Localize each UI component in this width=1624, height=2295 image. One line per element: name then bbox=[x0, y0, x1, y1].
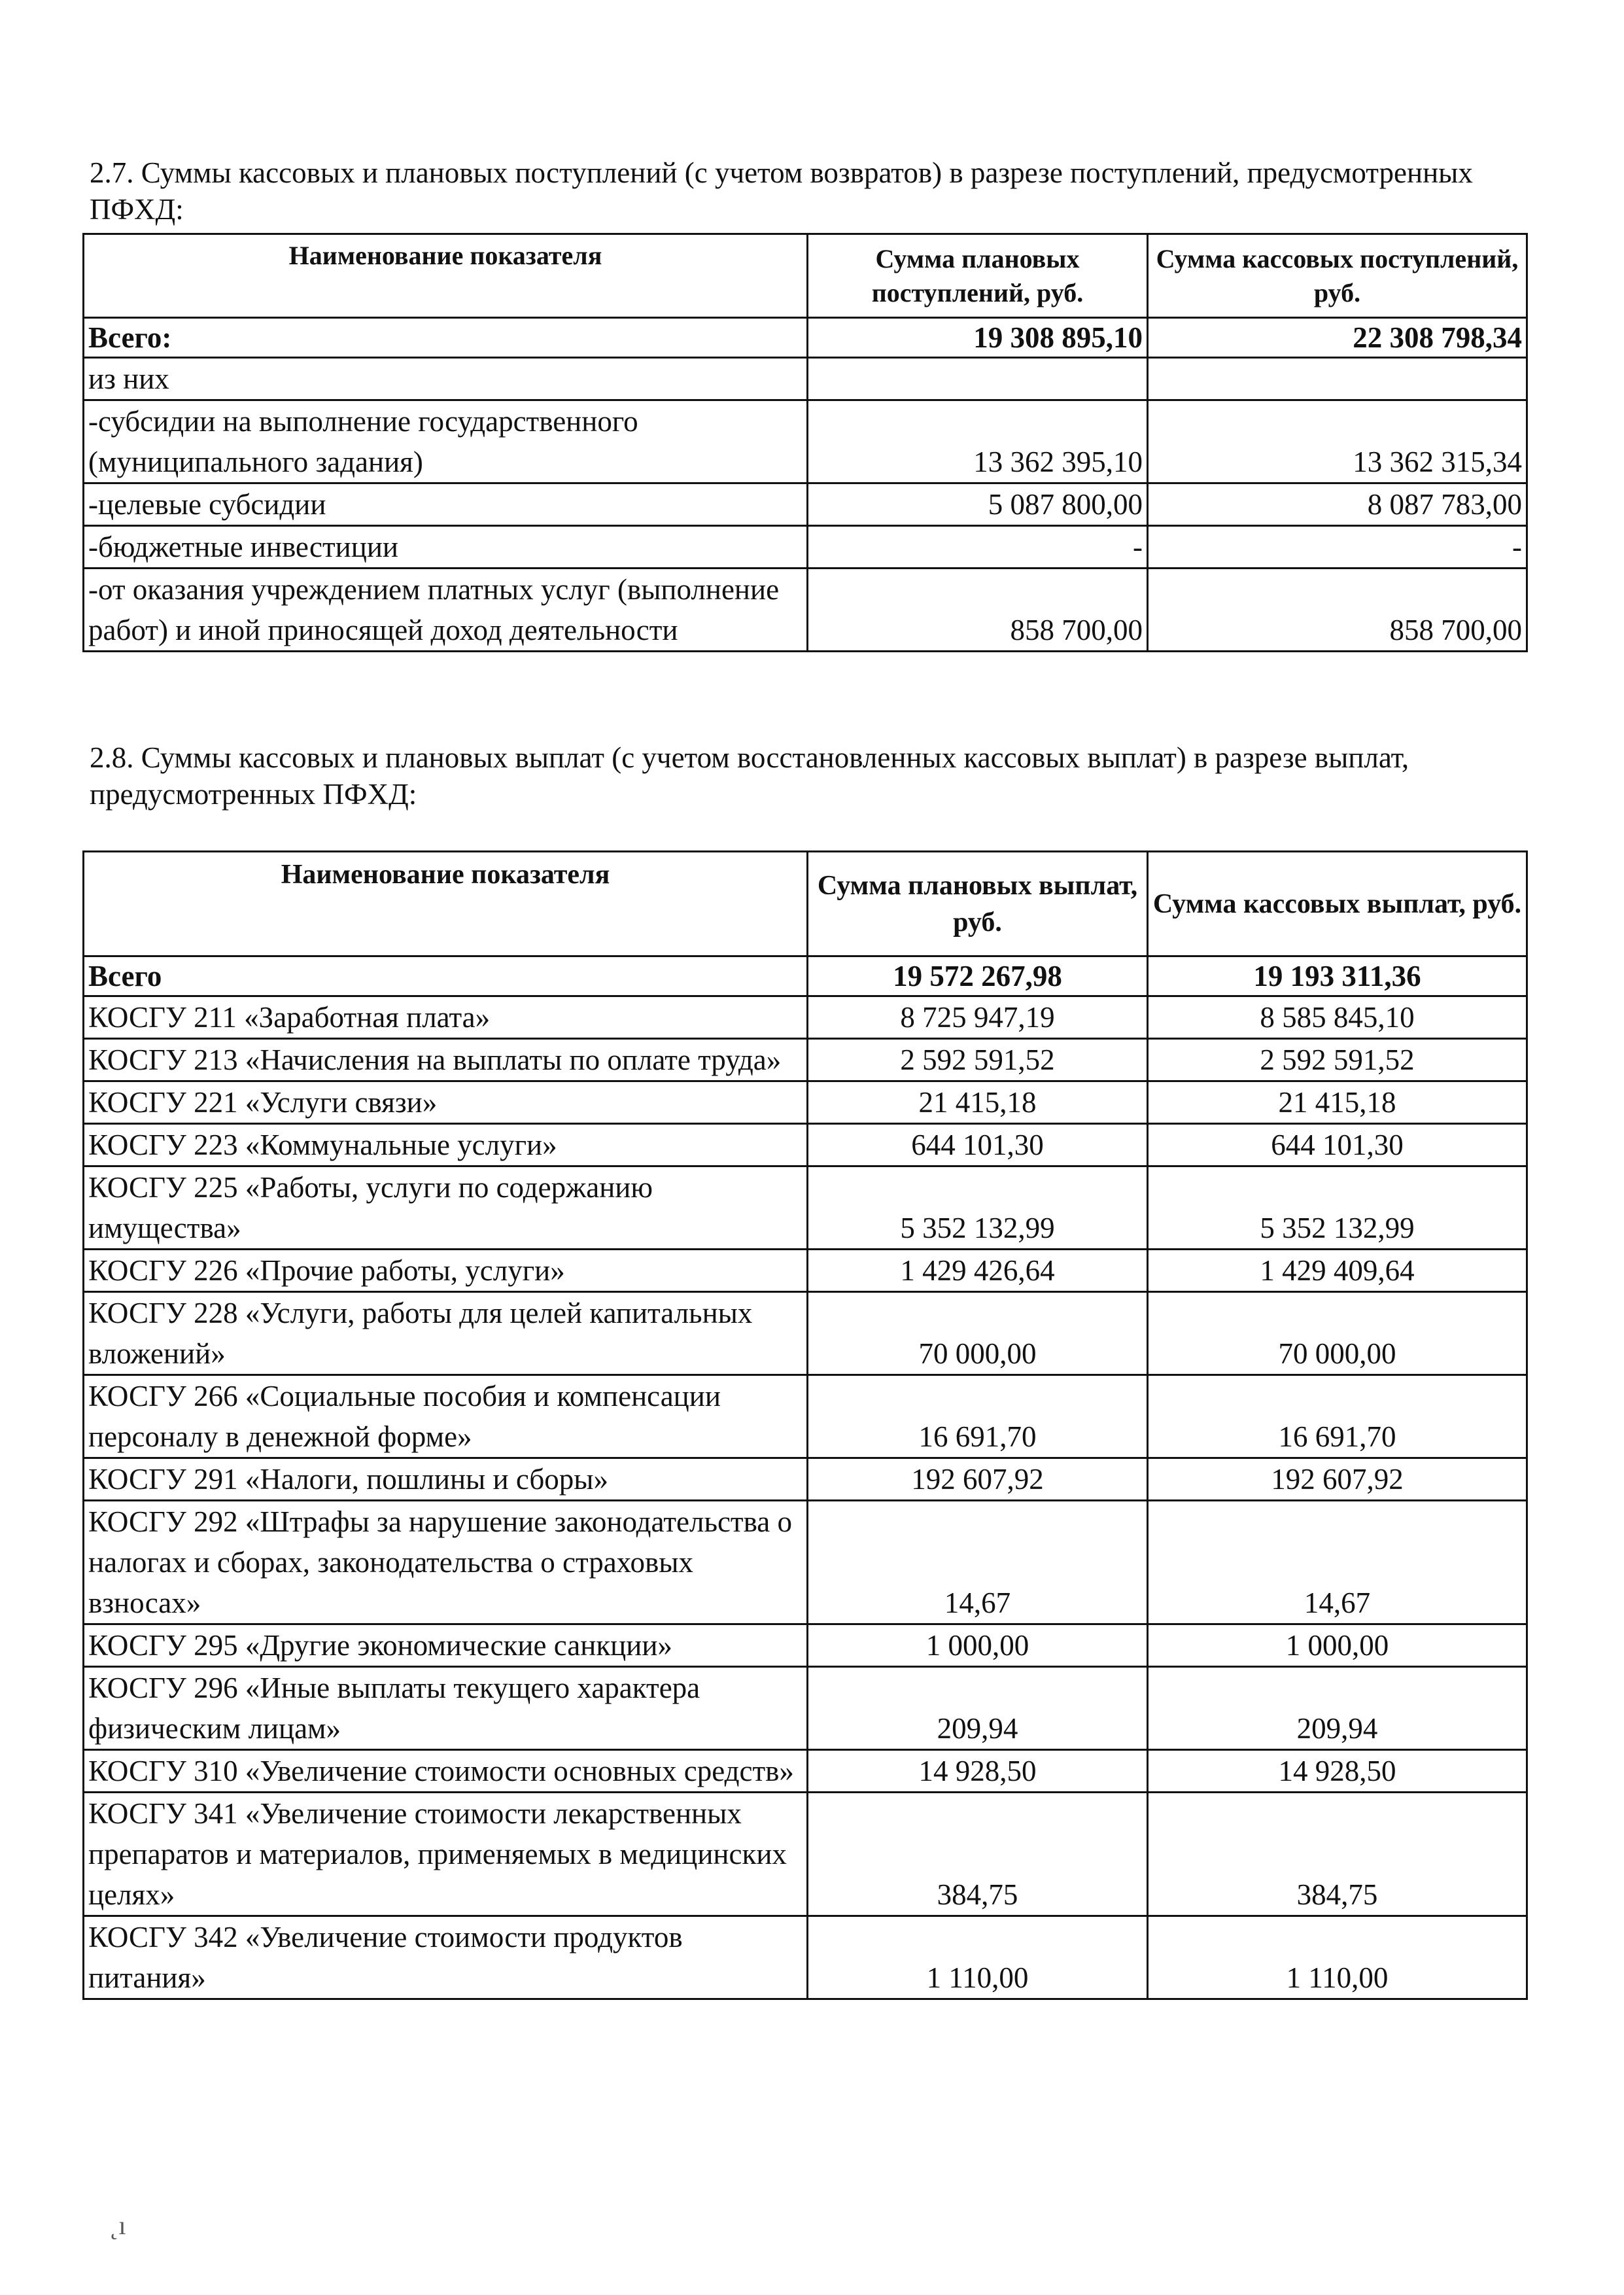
cash-value: 14 928,50 bbox=[1148, 1750, 1527, 1793]
cash-value: 19 193 311,36 bbox=[1148, 956, 1527, 996]
header-planned-payments: Сумма плановых выплат, руб. bbox=[808, 852, 1148, 956]
scan-artifact-mark: ˛ı bbox=[110, 2211, 126, 2240]
planned-value: 70 000,00 bbox=[808, 1292, 1148, 1375]
row-label: КОСГУ 213 «Начисления на выплаты по оплате труда» bbox=[84, 1039, 808, 1081]
planned-value: 1 000,00 bbox=[808, 1624, 1148, 1667]
section-2-8-caption: 2.8. Суммы кассовых и плановых выплат (с учетом восстановленных кассовых выплат) в разрезе выплат, предусмотренных ПФХД: bbox=[90, 741, 1409, 811]
table-row bbox=[84, 1750, 1527, 1793]
row-label: КОСГУ 221 «Услуги связи» bbox=[84, 1081, 808, 1124]
row-label: -бюджетные инвестиции bbox=[84, 526, 808, 569]
cash-value: 2 592 591,52 bbox=[1148, 1039, 1527, 1081]
planned-value: 5 087 800,00 bbox=[808, 483, 1148, 526]
cash-value: 16 691,70 bbox=[1148, 1375, 1527, 1458]
table-row bbox=[84, 1667, 1527, 1750]
cash-value: 192 607,92 bbox=[1148, 1458, 1527, 1501]
row-label: -целевые субсидии bbox=[84, 483, 808, 526]
table-row bbox=[84, 1793, 1527, 1916]
row-label: КОСГУ 341 «Увеличение стоимости лекарственных препаратов и материалов, применяемых в медицинских целях» bbox=[84, 1793, 808, 1916]
cash-value: 8 087 783,00 bbox=[1148, 483, 1527, 526]
row-label: КОСГУ 310 «Увеличение стоимости основных средств» bbox=[84, 1750, 808, 1793]
row-label: КОСГУ 223 «Коммунальные услуги» bbox=[84, 1124, 808, 1166]
table-row bbox=[84, 1081, 1527, 1124]
table-row bbox=[84, 1375, 1527, 1458]
cash-value: 1 000,00 bbox=[1148, 1624, 1527, 1667]
row-label: Всего: bbox=[84, 318, 808, 358]
row-label: КОСГУ 296 «Иные выплаты текущего характера физическим лицам» bbox=[84, 1667, 808, 1750]
row-label: КОСГУ 228 «Услуги, работы для целей капитальных вложений» bbox=[84, 1292, 808, 1375]
cash-value: 209,94 bbox=[1148, 1667, 1527, 1750]
header-planned-receipts: Сумма плановых поступлений, руб. bbox=[808, 234, 1148, 318]
planned-value: 192 607,92 bbox=[808, 1458, 1148, 1501]
planned-value: 19 308 895,10 bbox=[808, 318, 1148, 358]
planned-value: 209,94 bbox=[808, 1667, 1148, 1750]
row-label: КОСГУ 292 «Штрафы за нарушение законодательства о налогах и сборах, законодательства о страховых взносах» bbox=[84, 1501, 808, 1624]
row-label: -субсидии на выполнение государственного (муниципального задания) bbox=[84, 400, 808, 483]
row-label: Всего bbox=[84, 956, 808, 996]
planned-value: 644 101,30 bbox=[808, 1124, 1148, 1166]
planned-value: 14,67 bbox=[808, 1501, 1148, 1624]
header-indicator-name: Наименование показателя bbox=[84, 852, 808, 956]
planned-value: 2 592 591,52 bbox=[808, 1039, 1148, 1081]
cash-value: 70 000,00 bbox=[1148, 1292, 1527, 1375]
table-row bbox=[84, 1166, 1527, 1250]
row-label: КОСГУ 211 «Заработная плата» bbox=[84, 996, 808, 1039]
cash-value bbox=[1148, 358, 1527, 400]
row-label: из них bbox=[84, 358, 808, 400]
row-label: КОСГУ 266 «Социальные пособия и компенсации персоналу в денежной форме» bbox=[84, 1375, 808, 1458]
table-row bbox=[84, 1624, 1527, 1667]
row-label: КОСГУ 226 «Прочие работы, услуги» bbox=[84, 1250, 808, 1292]
planned-value: 1 429 426,64 bbox=[808, 1250, 1148, 1292]
table-row bbox=[84, 483, 1527, 526]
table-row bbox=[84, 569, 1527, 652]
section-2-7-caption: 2.7. Суммы кассовых и плановых поступлений (с учетом возвратов) в разрезе поступлений, предусмотренных ПФХД: bbox=[90, 156, 1473, 226]
planned-value: 14 928,50 bbox=[808, 1750, 1148, 1793]
table-row bbox=[84, 400, 1527, 483]
table-row bbox=[84, 1916, 1527, 1999]
planned-value: 858 700,00 bbox=[808, 569, 1148, 652]
cash-value: 644 101,30 bbox=[1148, 1124, 1527, 1166]
row-label: КОСГУ 295 «Другие экономические санкции» bbox=[84, 1624, 808, 1667]
receipts-table bbox=[82, 233, 1528, 652]
planned-value: 21 415,18 bbox=[808, 1081, 1148, 1124]
planned-value: - bbox=[808, 526, 1148, 569]
table-row bbox=[84, 1292, 1527, 1375]
planned-value: 8 725 947,19 bbox=[808, 996, 1148, 1039]
cash-value: 1 429 409,64 bbox=[1148, 1250, 1527, 1292]
row-label: КОСГУ 225 «Работы, услуги по содержанию имущества» bbox=[84, 1166, 808, 1250]
cash-value: 22 308 798,34 bbox=[1148, 318, 1527, 358]
planned-value: 16 691,70 bbox=[808, 1375, 1148, 1458]
planned-value: 384,75 bbox=[808, 1793, 1148, 1916]
table-row bbox=[84, 996, 1527, 1039]
table-header-row bbox=[84, 234, 1527, 318]
planned-value: 5 352 132,99 bbox=[808, 1166, 1148, 1250]
table-row bbox=[84, 1458, 1527, 1501]
cash-value: - bbox=[1148, 526, 1527, 569]
table-row bbox=[84, 1039, 1527, 1081]
row-label: КОСГУ 342 «Увеличение стоимости продуктов питания» bbox=[84, 1916, 808, 1999]
row-label: КОСГУ 291 «Налоги, пошлины и сборы» bbox=[84, 1458, 808, 1501]
cash-value: 8 585 845,10 bbox=[1148, 996, 1527, 1039]
row-label: -от оказания учреждением платных услуг (выполнение работ) и иной приносящей доход деятельности bbox=[84, 569, 808, 652]
cash-value: 14,67 bbox=[1148, 1501, 1527, 1624]
table-row bbox=[84, 318, 1527, 358]
cash-value: 384,75 bbox=[1148, 1793, 1527, 1916]
header-indicator-name: Наименование показателя bbox=[84, 234, 808, 318]
planned-value: 13 362 395,10 bbox=[808, 400, 1148, 483]
planned-value: 1 110,00 bbox=[808, 1916, 1148, 1999]
table-row bbox=[84, 1250, 1527, 1292]
payments-table bbox=[82, 850, 1528, 2000]
header-cash-payments: Сумма кассовых выплат, руб. bbox=[1148, 852, 1527, 956]
table-row bbox=[84, 956, 1527, 996]
cash-value: 858 700,00 bbox=[1148, 569, 1527, 652]
cash-value: 13 362 315,34 bbox=[1148, 400, 1527, 483]
table-row bbox=[84, 1124, 1527, 1166]
planned-value: 19 572 267,98 bbox=[808, 956, 1148, 996]
table-row bbox=[84, 526, 1527, 569]
cash-value: 1 110,00 bbox=[1148, 1916, 1527, 1999]
header-cash-receipts: Сумма кассовых поступлений, руб. bbox=[1148, 234, 1527, 318]
planned-value bbox=[808, 358, 1148, 400]
table-header-row bbox=[84, 852, 1527, 956]
table-row bbox=[84, 358, 1527, 400]
cash-value: 21 415,18 bbox=[1148, 1081, 1527, 1124]
cash-value: 5 352 132,99 bbox=[1148, 1166, 1527, 1250]
table-row bbox=[84, 1501, 1527, 1624]
